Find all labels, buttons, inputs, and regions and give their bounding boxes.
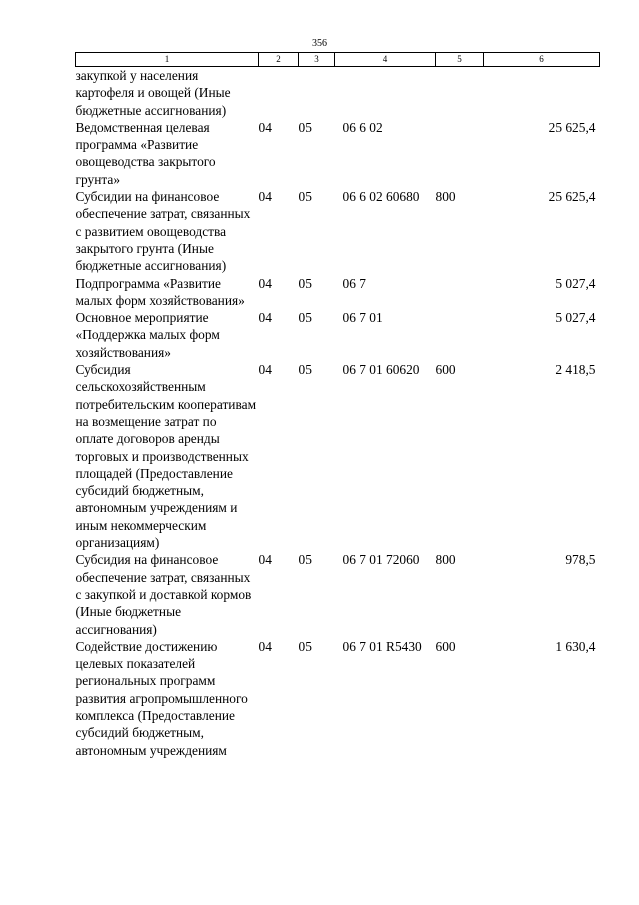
header-col-1: 1 [76, 53, 259, 67]
row-target-article: 06 7 01 R5430 [342, 638, 422, 654]
row-section: 04 [258, 189, 272, 205]
row-name: Субсидия сельскохозяйственным потребительским кооперативам на возмещение затрат по оплате договоров аренды торговых и производственных площадей (Предоставление субсидий бюджетным, автономным учреждениям и иным некоммерческим организациям) [75, 362, 257, 551]
row-name: Ведомственная целевая программа «Развитие овощеводства закрытого грунта» [75, 119, 216, 187]
row-target-article: 06 7 [342, 275, 366, 291]
row-amount: 25 625,4 [548, 119, 596, 135]
row-subsection [299, 67, 335, 119]
header-col-4: 4 [335, 53, 436, 67]
table-row [76, 309, 600, 361]
row-expense-type: 800 [435, 552, 456, 568]
header-col-3: 3 [299, 53, 335, 67]
row-expense-type: 600 [435, 362, 456, 378]
row-name: Субсидии на финансовое обеспечение затрат, связанных с развитием овощеводства закрытого грунта (Иные бюджетные ассигнования) [75, 189, 251, 274]
row-expense-type [436, 67, 484, 119]
header-col-5: 5 [436, 53, 484, 67]
header-col-6: 6 [484, 53, 600, 67]
row-subsection: 05 [298, 638, 312, 654]
row-section [259, 67, 299, 119]
row-name: Подпрограмма «Развитие малых форм хозяйствования» [75, 275, 245, 308]
row-target-article: 06 6 02 [342, 119, 383, 135]
row-target-article: 06 6 02 60680 [342, 189, 420, 205]
row-target-article [335, 67, 436, 119]
header-row [76, 53, 600, 67]
row-target-article: 06 7 01 60620 [342, 362, 420, 378]
table-row [76, 119, 600, 188]
row-name: закупкой у населения картофеля и овощей (Иные бюджетные ассигнования) [75, 68, 231, 118]
row-section: 04 [258, 552, 272, 568]
row-subsection: 05 [298, 552, 312, 568]
row-expense-type [436, 275, 484, 310]
row-section: 04 [258, 119, 272, 135]
row-amount: 25 625,4 [548, 189, 596, 205]
table-body [76, 67, 600, 759]
table-header [76, 53, 600, 67]
row-amount: 978,5 [565, 552, 596, 568]
row-expense-type [436, 309, 484, 361]
row-subsection: 05 [298, 119, 312, 135]
budget-table [75, 52, 600, 759]
row-section: 04 [258, 638, 272, 654]
row-amount: 1 630,4 [555, 638, 596, 654]
row-name: Основное мероприятие «Поддержка малых форм хозяйствования» [75, 310, 220, 360]
row-expense-type [436, 119, 484, 188]
row-name: Содействие достижению целевых показателей региональных программ развития агропромышленного комплекса (Предоставление субсидий бюджетным, автономным учреждениям [75, 638, 248, 758]
row-subsection: 05 [298, 362, 312, 378]
table-row [76, 67, 600, 119]
row-expense-type: 600 [435, 638, 456, 654]
row-amount [484, 67, 600, 119]
table-row [76, 551, 600, 637]
row-amount: 2 418,5 [555, 362, 596, 378]
table-row [76, 275, 600, 310]
row-target-article: 06 7 01 72060 [342, 552, 420, 568]
table-row [76, 361, 600, 551]
row-amount: 5 027,4 [555, 310, 596, 326]
page-number: 356 [312, 38, 327, 49]
row-section: 04 [258, 362, 272, 378]
row-subsection: 05 [298, 310, 312, 326]
table-row [76, 188, 600, 274]
row-amount: 5 027,4 [555, 275, 596, 291]
row-name: Субсидия на финансовое обеспечение затрат, связанных с закупкой и доставкой кормов (Иные бюджетные ассигнования) [75, 552, 252, 637]
row-section: 04 [258, 310, 272, 326]
row-subsection: 05 [298, 189, 312, 205]
row-subsection: 05 [298, 275, 312, 291]
header-col-2: 2 [259, 53, 299, 67]
row-target-article: 06 7 01 [342, 310, 383, 326]
row-section: 04 [258, 275, 272, 291]
row-expense-type: 800 [435, 189, 456, 205]
table-row [76, 638, 600, 759]
